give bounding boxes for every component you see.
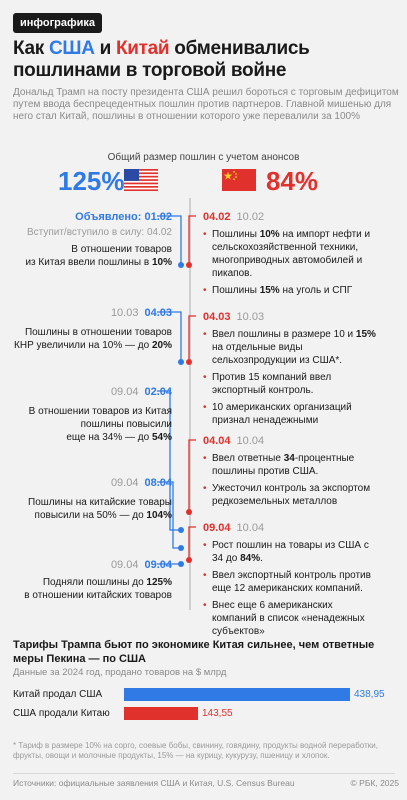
infographic-badge: инфографика: [13, 13, 102, 33]
list-item: • Ввел экспортный контроль против еще 12 американских компаний.: [203, 569, 378, 595]
usa-event-2: [14, 306, 172, 352]
bar-value-usa-to-china: 143,55: [202, 708, 233, 719]
china-event-date: 04.02 10.02: [203, 211, 265, 223]
timeline-dot: [178, 359, 184, 365]
title-part: и: [94, 38, 116, 59]
usa-event-4: [28, 476, 172, 522]
china-event-list: [203, 328, 378, 427]
china-event-3: [203, 434, 378, 508]
bar-china-to-usa: [124, 688, 350, 701]
bar-value-china-to-usa: 438,95: [354, 689, 385, 700]
list-item: • Ужесточил контроль за экспортом редкоземельных металлов: [203, 482, 378, 508]
usa-event-date: 09.04 02.04: [110, 386, 172, 398]
connector-china-2: [189, 316, 196, 362]
timeline-dot: [186, 262, 192, 268]
bar-usa-to-china: [124, 707, 198, 720]
usa-event-date: 09.04 08.04: [110, 477, 172, 489]
title-part: Как: [13, 38, 49, 59]
lead-paragraph: Дональд Трамп на посту президента США решил бороться с торговым дефицитом путем ввода беспрецедентных пошлин против партнеров. Главной мишенью для него стал Китай, пошлины в отношении которого уже перевалили за 100%: [13, 87, 399, 122]
list-item: • Ввел пошлины в размере 10 и 15% на отдельные виды сельхозпродукции из США*.: [203, 328, 378, 367]
copyright: © РБК, 2025: [350, 778, 399, 788]
divider: [13, 773, 395, 774]
timeline-dot: [186, 359, 192, 365]
usa-event-date: 10.03 04.03: [110, 307, 172, 319]
footnote: * Тариф в размере 10% на сорго, соевые бобы, свинину, говядину, продукты водной переработки, фрукты, овощи и молочные продукты, 15% — на курицу, кукурузу, пшеницу и хлопок.: [13, 741, 378, 760]
china-event-list: [203, 539, 378, 638]
usa-event-5: [24, 558, 172, 602]
timeline-dot: [178, 545, 184, 551]
usa-event-text: В отношении товаров из Китая пошлины повысили еще на 34% — до 54%: [28, 406, 172, 443]
usa-event-text: Пошлины в отношении товаров КНР увеличили на 10% — до 20%: [14, 327, 172, 351]
usa-event-text: В отношении товаров из Китая ввели пошлины в 10%: [25, 244, 172, 268]
timeline-dot: [186, 557, 192, 563]
list-item: • Ввел ответные 34-процентные пошлины против США.: [203, 452, 378, 478]
china-event-2: [203, 310, 378, 427]
list-item: • Пошлины 15% на уголь и СПГ: [203, 284, 378, 297]
usa-event-date: Объявлено: 01.02: [75, 211, 172, 223]
list-item: • Против 15 компаний ввел экспортный контроль.: [203, 371, 378, 397]
usa-event-1: [25, 210, 172, 269]
china-event-date: 04.04 10.04: [203, 435, 265, 447]
list-item: • Рост пошлин на товары из США с 34 до 84%.: [203, 539, 378, 565]
list-item: • Пошлины 10% на импорт нефти и сельскохозяйственной техники, многоприводных автомобилей и пикапов.: [203, 228, 378, 280]
title-line2: пошлинами в торговой войне: [13, 60, 287, 81]
usa-event-3: [29, 385, 172, 444]
trade-chart-subtitle: Данные за 2024 год, продано товаров на $ млрд: [13, 667, 227, 678]
title-usa: США: [48, 38, 95, 59]
title-part: обменивались: [169, 38, 310, 59]
china-event-1: [203, 210, 378, 297]
tariff-totals-heading: Общий размер пошлин с учетом анонсов: [107, 152, 300, 163]
timeline-dot: [178, 561, 184, 567]
connector-china-4: [189, 527, 196, 560]
china-event-date: 09.04 10.04: [203, 522, 265, 534]
timeline-dot: [186, 509, 192, 515]
trade-chart-title: Тарифы Трампа бьют по экономике Китая сильнее, чем ответные меры Пекина — по США: [13, 639, 375, 665]
connector-china-1: [189, 216, 196, 265]
bar-label-usa-to-china: США продали Китаю: [13, 708, 110, 719]
china-event-date: 04.03 10.03: [203, 311, 265, 323]
timeline-dot: [178, 527, 184, 533]
china-total-tariff: 84%: [266, 166, 319, 196]
title-china: Китай: [115, 38, 170, 59]
sources: Источники: официальные заявления США и Китая, U.S. Census Bureau: [13, 778, 295, 788]
list-item: • 10 американских организаций признал ненадежными: [203, 401, 378, 427]
usa-event-text: Подняли пошлины до 125% в отношении китайских товаров: [24, 577, 172, 601]
timeline-dot: [178, 262, 184, 268]
china-event-list: [203, 228, 378, 297]
connector-china-3: [189, 440, 196, 512]
usa-event-effective: Вступит/вступило в силу: 04.02: [26, 227, 172, 238]
china-event-list: [203, 452, 378, 508]
list-item: • Внес еще 6 американских компаний в список «ненадежных субъектов»: [203, 599, 378, 638]
usa-event-text: Пошлины на китайские товары повысили на 50% — до 104%: [28, 497, 172, 521]
china-event-4: [203, 521, 378, 638]
usa-total-tariff: 125%: [58, 166, 125, 196]
bar-label-china-to-usa: Китай продал США: [13, 689, 103, 700]
usa-event-date: 09.04 09.04: [110, 559, 172, 571]
